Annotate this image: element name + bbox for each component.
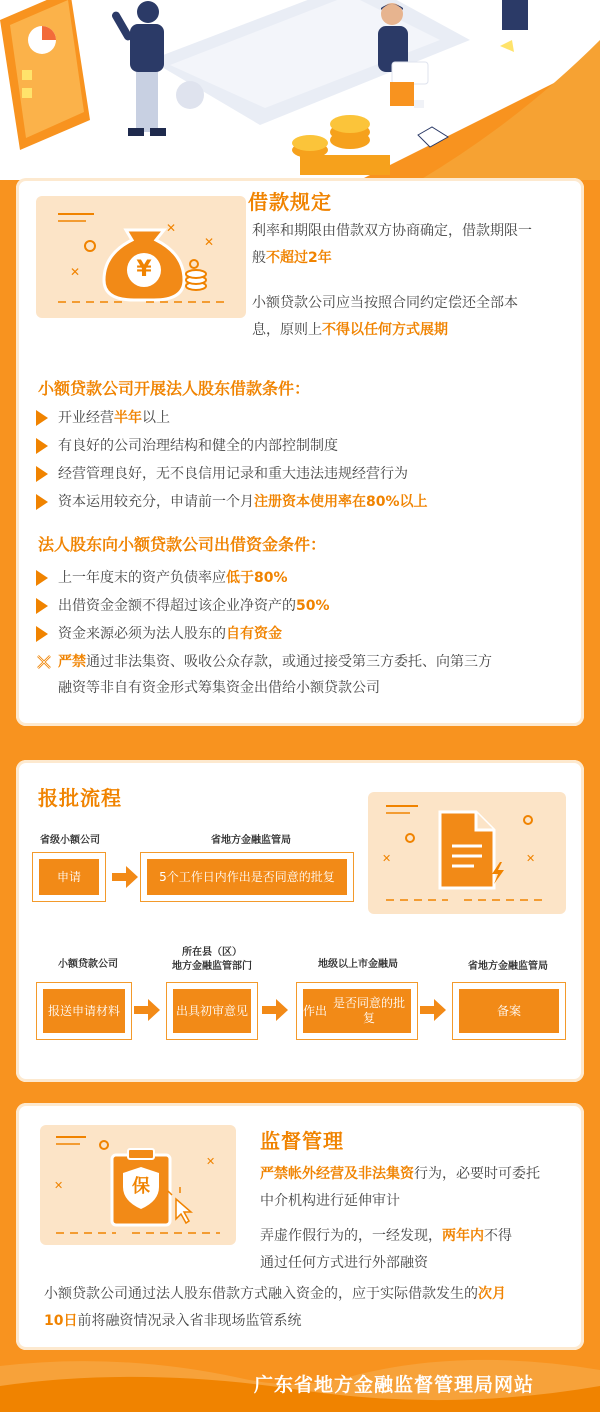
flow-step-submit: 报送 申请材料 [36,982,132,1040]
arrow-right-icon [36,626,48,642]
hero-illustration [0,0,600,180]
svg-text:✕: ✕ [382,852,392,865]
svg-text:✕: ✕ [166,221,177,235]
shareholder-lend-conditions-title: 法人股东向小额贷款公司出借资金条件： [38,535,327,554]
arrow-right-icon [36,570,48,586]
svg-text:✕: ✕ [206,1155,216,1168]
arrow-right-icon [36,438,48,454]
flow-label: 省级小额公司 [40,835,100,846]
approval-title: 报批流程 [38,786,122,810]
loan-rules-card [16,178,584,726]
money-bag-illustration [36,196,246,318]
flow-label: 小额贷款公司 [58,959,118,970]
flow-label: 省地方金融监管局 [211,835,291,846]
list-item: 开业经营 半年 以上 [36,406,170,430]
shield-clipboard-illustration [40,1125,236,1245]
supervision-paragraph-2: 弄虚作假行为的，一经发现，两年内不得 通过任何方式进行外部融资 [260,1228,512,1271]
yen-icon: ¥ [136,257,152,282]
flow-step-apply: 申请 [32,852,106,902]
arrow-right-icon [36,494,48,510]
arrow-right-icon [36,598,48,614]
footer-site-name: 广东省地方金融监督管理局网站 [253,1374,534,1396]
supervision-card [16,1103,584,1350]
arrow-right-icon [36,466,48,482]
arrow-right-icon [36,410,48,426]
shield-icon: 保 [132,1176,150,1197]
flow-step-reply: 5个工作日内作出是否同意的批复 [140,852,354,902]
flow-label: 地级以上市金融局 [318,959,398,970]
supervision-title: 监督管理 [260,1129,344,1153]
list-item: 出借资金金额不得超过该企业净资产的 50% [36,594,330,618]
loan-rules-title: 借款规定 [248,190,332,214]
flow-label: 省地方金融监管局 [468,961,548,972]
flow-arrow-icon [134,999,160,1021]
list-item: 严禁 通过非法集资、吸收公众存款，或通过接受第三方委托、向第三方 [36,650,492,674]
svg-text:✕: ✕ [526,852,536,865]
forbidden-x-icon [36,654,52,670]
flow-label: 所在县（区） 地方金融监管部门 [172,947,252,972]
forbidden-text-continued: 融资等非自有资金形式筹集资金出借给小额贷款公司 [58,680,380,696]
list-item: 有良好的公司治理结构和健全的内部控制制度 [36,434,338,458]
svg-text:✕: ✕ [54,1179,64,1192]
svg-text:✕: ✕ [70,265,81,279]
supervision-paragraph-3: 小额贷款公司通过法人股东借款方式融入资金的，应于实际借款发生的次月 10日前将融资情况录入省非现场监管系统 [44,1286,506,1329]
loan-term-paragraph: 利率和期限由借款双方协商确定，借款期限一 般不超过2年 [252,223,532,266]
flow-arrow-icon [262,999,288,1021]
flow-step-record: 备案 [452,982,566,1040]
document-illustration [368,792,566,914]
approval-process-card [16,760,584,1082]
company-borrow-conditions-title: 小额贷款公司开展法人股东借款条件： [38,379,311,398]
flow-arrow-icon [420,999,446,1021]
supervision-paragraph-1: 严禁帐外经营及非法集资行为，必要时可委托 中介机构进行延伸审计 [260,1166,540,1209]
flow-step-review: 出具 初审意见 [166,982,258,1040]
list-item: 资本运用较充分，申请前一个月 注册资本使用率在80%以上 [36,490,428,514]
list-item: 经营管理良好，无不良信用记录和重大违法违规经营行为 [36,462,408,486]
list-item: 资金来源必须为法人股东的 自有资金 [36,622,282,646]
flow-step-decision: 作出 是否同意的批复 [296,982,418,1040]
svg-text:✕: ✕ [204,235,215,249]
list-item: 上一年度末的资产负债率应 低于80% [36,566,288,590]
flow-arrow-icon [112,866,138,888]
repayment-paragraph: 小额贷款公司应当按照合同约定偿还全部本 息，原则上不得以任何方式展期 [252,295,518,338]
